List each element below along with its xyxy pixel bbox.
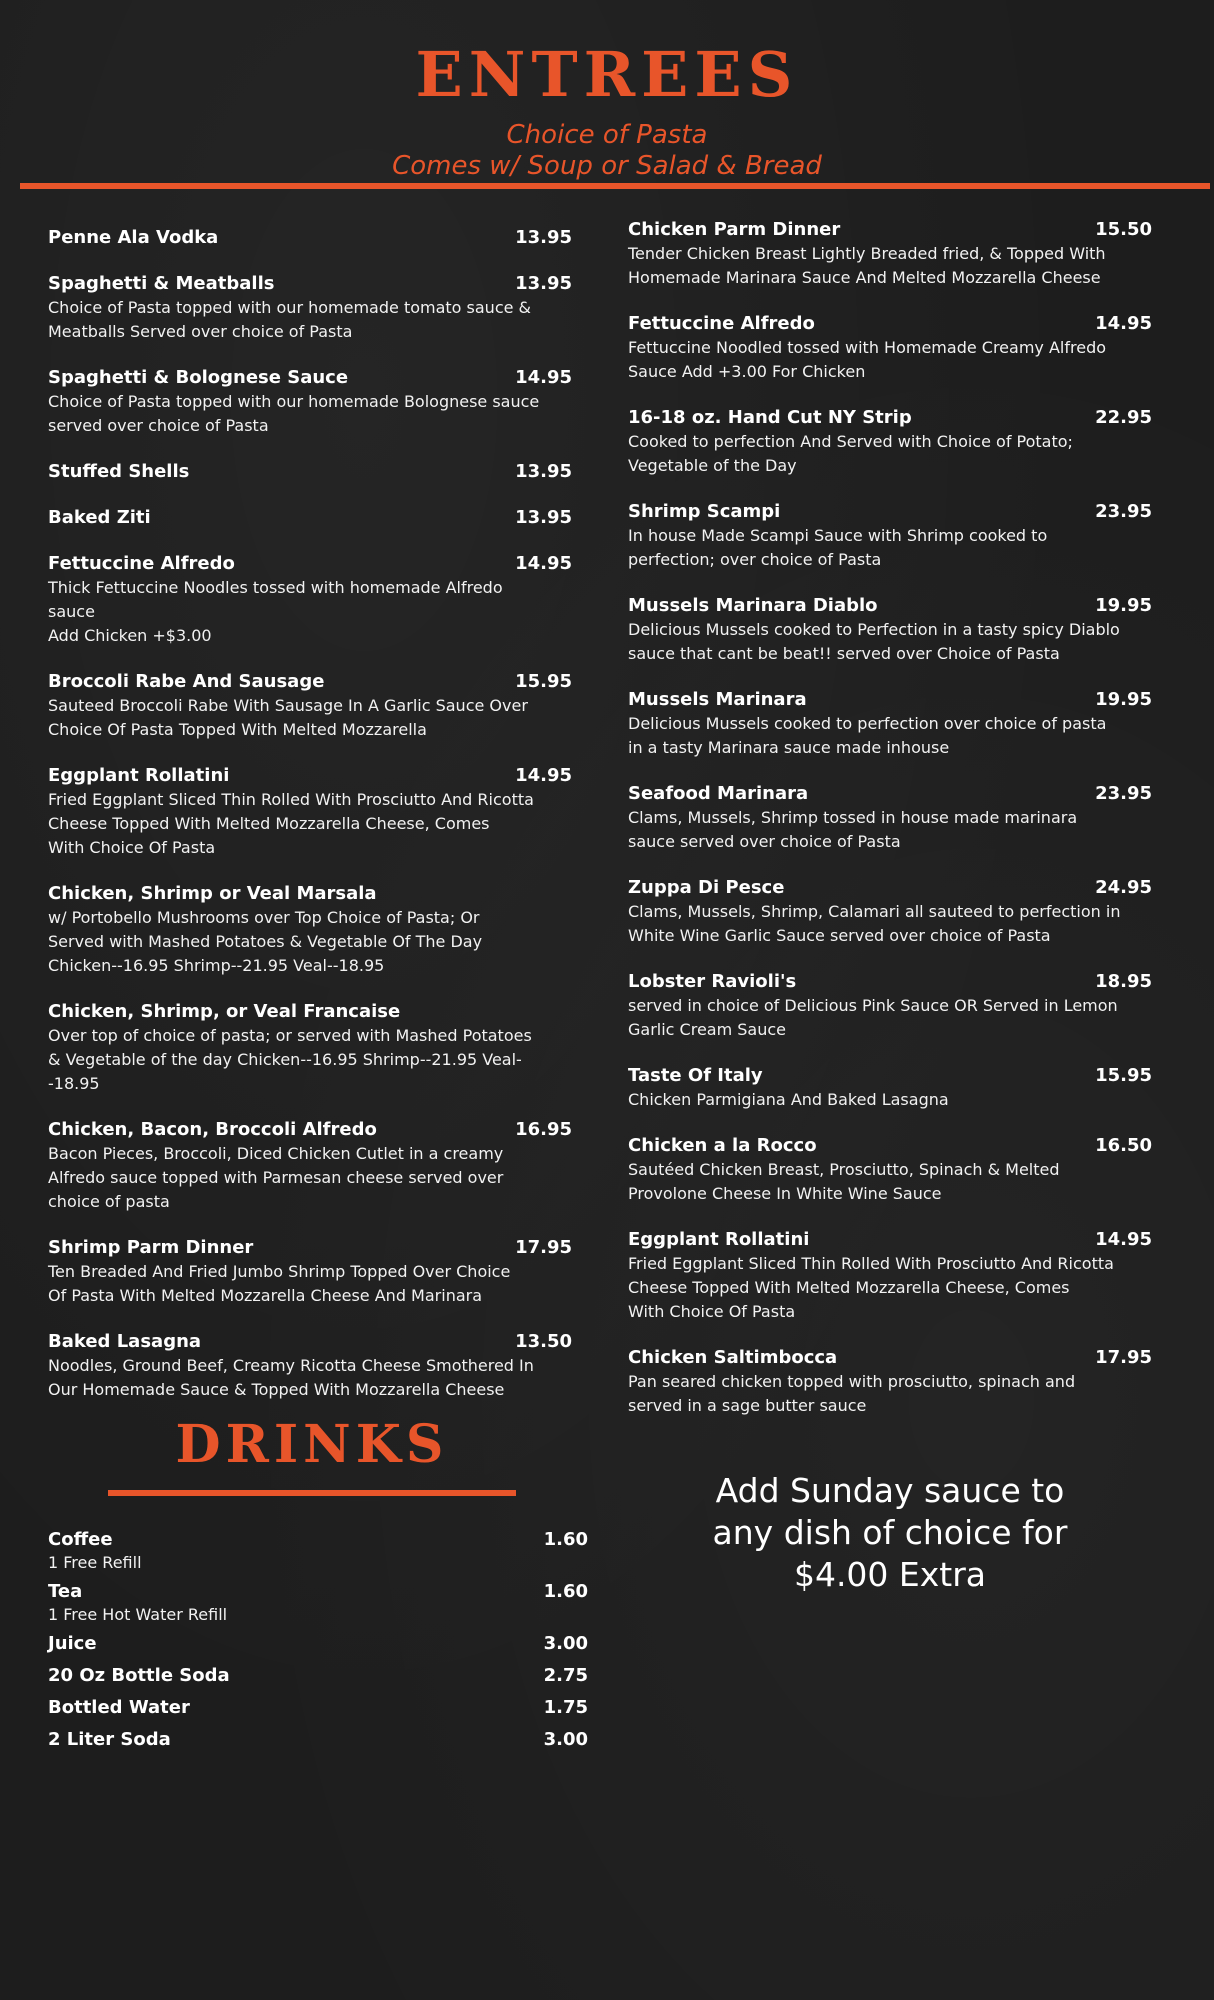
menu-item-description: Delicious Mussels cooked to perfection over choice of pasta in a tasty Marinara sauce made inhouse [628, 714, 1107, 757]
menu-item-description: Thick Fettuccine Noodles tossed with homemade Alfredo sauce Add Chicken +$3.00 [48, 578, 503, 645]
menu-item-header [48, 882, 572, 906]
menu-item-header [48, 1118, 572, 1142]
menu-item [628, 876, 1152, 948]
menu-item-header [48, 1000, 572, 1024]
menu-item [628, 688, 1152, 760]
menu-item-description: served in choice of Delicious Pink Sauce OR Served in Lemon Garlic Cream Sauce [628, 996, 1118, 1039]
sunday-sauce-promo: Add Sunday sauce to any dish of choice for $4.00 Extra [712, 1471, 1068, 1594]
menu-item [48, 1236, 572, 1308]
menu-item-description: Fried Eggplant Sliced Thin Rolled With Prosciutto And Ricotta Cheese Topped With Melted Mozzarella Cheese, Comes With Choice Of Pasta [48, 790, 534, 857]
menu-item [628, 218, 1152, 290]
menu-item-name: Eggplant Rollatini [628, 1229, 810, 1250]
menu-item-price: 13.95 [515, 507, 572, 528]
menu-item [628, 970, 1152, 1042]
menu-item-price: 14.95 [1095, 1229, 1152, 1250]
menu-item [48, 1579, 588, 1625]
menu-item-price: 18.95 [1095, 971, 1152, 992]
menu-item-name: Shrimp Scampi [628, 501, 781, 522]
menu-item-description: Cooked to perfection And Served with Choice of Potato; Vegetable of the Day [628, 432, 1073, 475]
menu-item-header [48, 366, 572, 390]
menu-item-description: Clams, Mussels, Shrimp tossed in house made marinara sauce served over choice of Pasta [628, 808, 1078, 851]
menu-item-name: Seafood Marinara [628, 783, 809, 804]
menu-item [628, 312, 1152, 384]
menu-item-price: 16.50 [1095, 1135, 1152, 1156]
menu-item-header [48, 1236, 572, 1260]
menu-item [628, 1346, 1152, 1418]
menu-item-name: Eggplant Rollatini [48, 765, 230, 786]
menu-item-name: Chicken Parm Dinner [628, 219, 841, 240]
menu-item-price: 1.60 [543, 1581, 588, 1602]
menu-item [628, 1228, 1152, 1324]
menu-item-header [628, 1064, 1152, 1088]
subtitle-soup-salad: Comes w/ Soup or Salad & Bread [392, 151, 822, 181]
menu-item-name: Tea [48, 1581, 83, 1602]
menu-item-name: Lobster Ravioli's [628, 971, 797, 992]
menu-item-price: 23.95 [1095, 501, 1152, 522]
menu-item [48, 764, 572, 860]
menu-item-header [48, 272, 572, 296]
menu-item-price: 14.95 [515, 367, 572, 388]
menu-item-description: Over top of choice of pasta; or served with Mashed Potatoes & Vegetable of the day Chicken--16.95 Shrimp--21.95 Veal- -18.95 [48, 1026, 532, 1093]
menu-item [48, 226, 572, 250]
menu-item [628, 406, 1152, 478]
menu-item-name: Shrimp Parm Dinner [48, 1237, 254, 1258]
menu-item-price: 17.95 [1095, 1347, 1152, 1368]
menu-item-name: Chicken, Shrimp or Veal Marsala [48, 883, 377, 904]
menu-item-name: Baked Lasagna [48, 1331, 202, 1352]
menu-item [628, 782, 1152, 854]
menu-item [628, 594, 1152, 666]
menu-item-header [48, 670, 572, 694]
header-divider [20, 183, 1210, 189]
menu-item [628, 1064, 1152, 1112]
menu-item-description: Fettuccine Noodled tossed with Homemade Creamy Alfredo Sauce Add +3.00 For Chicken [628, 338, 1107, 381]
menu-item-name: Mussels Marinara [628, 689, 807, 710]
menu-item-name: Spaghetti & Meatballs [48, 273, 275, 294]
menu-item-header [628, 688, 1152, 712]
menu-item-description: Sautéed Chicken Breast, Prosciutto, Spinach & Melted Provolone Cheese In White Wine Sauce [628, 1160, 1060, 1203]
menu-item-price: 13.50 [515, 1331, 572, 1352]
menu-item-name: Coffee [48, 1529, 113, 1550]
menu-item-name: Chicken Saltimbocca [628, 1347, 838, 1368]
menu-item-price: 15.95 [515, 671, 572, 692]
menu-item-description: Bacon Pieces, Broccoli, Diced Chicken Cutlet in a creamy Alfredo sauce topped with Parmesan cheese served over choice of pasta [48, 1144, 504, 1211]
menu-item-header [48, 1527, 588, 1553]
menu-item-header [628, 970, 1152, 994]
menu-item-header [48, 1663, 588, 1689]
menu-item [48, 1118, 572, 1214]
entrees-left-column [48, 226, 572, 1424]
menu-item-name: Mussels Marinara Diablo [628, 595, 878, 616]
menu-item [48, 1000, 572, 1096]
menu-item-description: Noodles, Ground Beef, Creamy Ricotta Cheese Smothered In Our Homemade Sauce & Topped With Mozzarella Cheese [48, 1356, 534, 1399]
menu-item-header [48, 506, 572, 530]
menu-item-name: Penne Ala Vodka [48, 227, 219, 248]
menu-item-price: 24.95 [1095, 877, 1152, 898]
menu-item-price: 14.95 [1095, 313, 1152, 334]
menu-item-price: 2.75 [543, 1665, 588, 1686]
menu-item [48, 1527, 588, 1573]
menu-item-header [628, 500, 1152, 524]
menu-item-name: Bottled Water [48, 1697, 190, 1718]
menu-item-description: Pan seared chicken topped with prosciutto, spinach and served in a sage butter sauce [628, 1372, 1076, 1415]
menu-item-name: Juice [48, 1633, 97, 1654]
menu-item-name: Chicken, Bacon, Broccoli Alfredo [48, 1119, 377, 1140]
menu-item-header [628, 312, 1152, 336]
menu-item-name: Stuffed Shells [48, 461, 190, 482]
menu-item-name: 2 Liter Soda [48, 1729, 171, 1750]
menu-item-price: 1.60 [543, 1529, 588, 1550]
menu-item [48, 670, 572, 742]
menu-item-price: 3.00 [543, 1729, 588, 1750]
menu-item-price: 23.95 [1095, 783, 1152, 804]
drinks-list [48, 1527, 588, 1759]
menu-item-description: Clams, Mussels, Shrimp, Calamari all sauteed to perfection in White Wine Garlic Sauce served over choice of Pasta [628, 902, 1121, 945]
menu-item [48, 1695, 588, 1721]
menu-item [48, 882, 572, 978]
menu-item-description: Tender Chicken Breast Lightly Breaded fried, & Topped With Homemade Marinara Sauce And Melted Mozzarella Cheese [628, 244, 1106, 287]
menu-item-header [628, 218, 1152, 242]
menu-item-header [628, 594, 1152, 618]
menu-item-description: Fried Eggplant Sliced Thin Rolled With Prosciutto And Ricotta Cheese Topped With Melted Mozzarella Cheese, Comes With Choice Of Pasta [628, 1254, 1114, 1321]
menu-item-description: Delicious Mussels cooked to Perfection in a tasty spicy Diablo sauce that cant be beat!! served over Choice of Pasta [628, 620, 1120, 663]
menu-item [48, 1631, 588, 1657]
menu-item-header [48, 1727, 588, 1753]
menu-item-header [48, 1695, 588, 1721]
menu-item-price: 19.95 [1095, 595, 1152, 616]
menu-item [48, 1663, 588, 1689]
menu-item-header [628, 1134, 1152, 1158]
menu-item-price: 14.95 [515, 765, 572, 786]
menu-item-name: Taste Of Italy [628, 1065, 763, 1086]
menu-item-name: Chicken a la Rocco [628, 1135, 817, 1156]
menu-item-price: 3.00 [543, 1633, 588, 1654]
menu-item-name: Fettuccine Alfredo [48, 553, 235, 574]
menu-item-name: Baked Ziti [48, 507, 151, 528]
menu-item-name: 16-18 oz. Hand Cut NY Strip [628, 407, 912, 428]
menu-item-price: 13.95 [515, 461, 572, 482]
menu-item-description: 1 Free Refill [48, 1553, 142, 1572]
menu-item-name: Spaghetti & Bolognese Sauce [48, 367, 349, 388]
menu-item-header [48, 1631, 588, 1657]
menu-item-header [628, 406, 1152, 430]
menu-item-name: 20 Oz Bottle Soda [48, 1665, 230, 1686]
menu-item-header [48, 552, 572, 576]
menu-item-description: Chicken Parmigiana And Baked Lasagna [628, 1090, 949, 1109]
menu-item-description: 1 Free Hot Water Refill [48, 1605, 228, 1624]
menu-item [628, 1134, 1152, 1206]
menu-item-name: Broccoli Rabe And Sausage [48, 671, 325, 692]
menu-item-price: 15.95 [1095, 1065, 1152, 1086]
menu-item-header [48, 764, 572, 788]
entrees-right-column [628, 218, 1152, 1440]
drinks-divider [108, 1490, 516, 1496]
menu-item-name: Zuppa Di Pesce [628, 877, 785, 898]
entrees-title: ENTREES [415, 38, 799, 111]
menu-item-description: Sauteed Broccoli Rabe With Sausage In A Garlic Sauce Over Choice Of Pasta Topped With Melted Mozzarella [48, 696, 528, 739]
menu-item [628, 500, 1152, 572]
menu-item-price: 16.95 [515, 1119, 572, 1140]
menu-item [48, 366, 572, 438]
menu-item-description: Ten Breaded And Fried Jumbo Shrimp Topped Over Choice Of Pasta With Melted Mozzarella Cheese And Marinara [48, 1262, 511, 1305]
menu-item-header [48, 460, 572, 484]
menu-item [48, 1330, 572, 1402]
menu-item-header [48, 1579, 588, 1605]
subtitle-pasta: Choice of Pasta [506, 120, 708, 150]
menu-item [48, 1727, 588, 1753]
menu-item-description: Choice of Pasta topped with our homemade tomato sauce & Meatballs Served over choice of Pasta [48, 298, 532, 341]
menu-item-header [628, 1346, 1152, 1370]
menu-item-price: 1.75 [543, 1697, 588, 1718]
menu-item-description: In house Made Scampi Sauce with Shrimp cooked to perfection; over choice of Pasta [628, 526, 1048, 569]
menu-item [48, 272, 572, 344]
menu-item-header [628, 876, 1152, 900]
menu-item-header [628, 1228, 1152, 1252]
menu-item-price: 19.95 [1095, 689, 1152, 710]
drinks-title: DRINKS [175, 1414, 449, 1475]
menu-item-price: 13.95 [515, 273, 572, 294]
menu-item-header [48, 1330, 572, 1354]
menu-item-price: 13.95 [515, 227, 572, 248]
menu-item-price: 14.95 [515, 553, 572, 574]
menu-item-name: Chicken, Shrimp, or Veal Francaise [48, 1001, 401, 1022]
menu-item-header [628, 782, 1152, 806]
menu-item-description: Choice of Pasta topped with our homemade Bolognese sauce served over choice of Pasta [48, 392, 540, 435]
menu-item [48, 460, 572, 484]
menu-item-description: w/ Portobello Mushrooms over Top Choice of Pasta; Or Served with Mashed Potatoes & Vegetable Of The Day Chicken--16.95 Shrimp--21.95 Veal--18.95 [48, 908, 483, 975]
menu-item-name: Fettuccine Alfredo [628, 313, 815, 334]
menu-item-price: 17.95 [515, 1237, 572, 1258]
menu-item-header [48, 226, 572, 250]
menu-item-price: 15.50 [1095, 219, 1152, 240]
menu-item-price: 22.95 [1095, 407, 1152, 428]
menu-item [48, 506, 572, 530]
menu-item [48, 552, 572, 648]
